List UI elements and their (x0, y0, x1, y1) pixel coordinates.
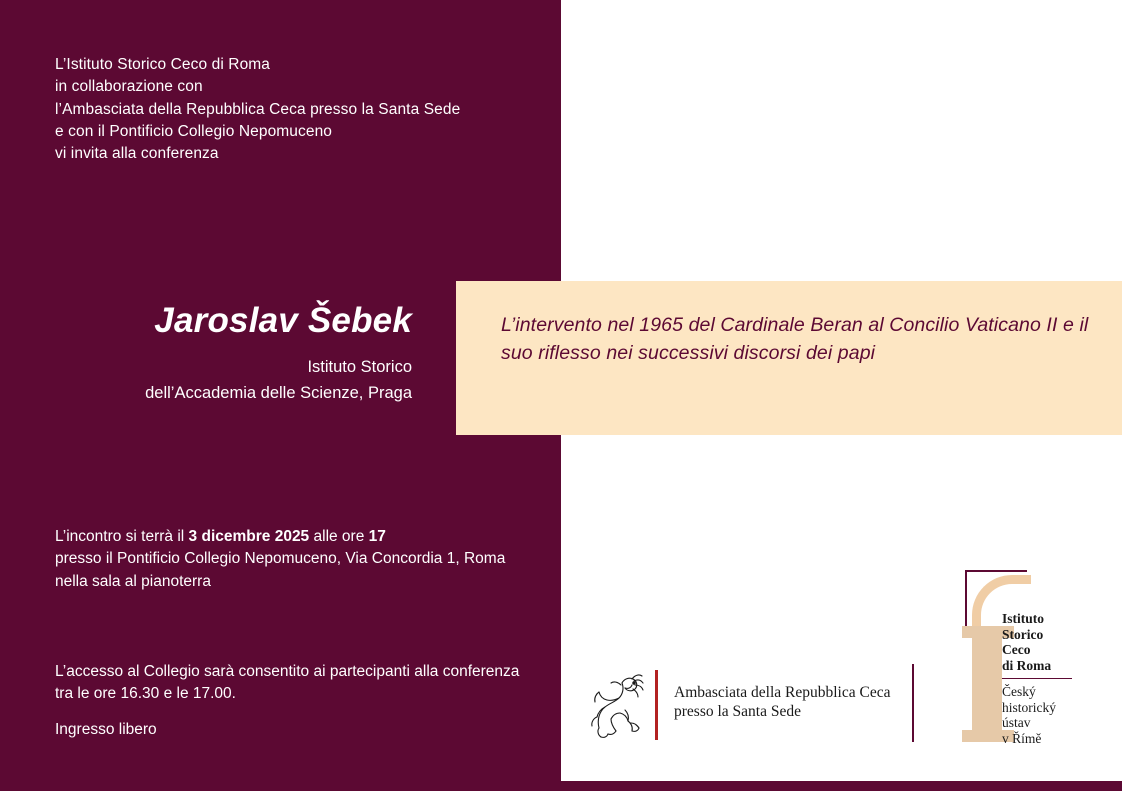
speaker-affiliation-line-1: Istituto Storico (307, 358, 412, 376)
institute-it-line-1: Istituto (1002, 611, 1045, 626)
invitation-line-2: in collaborazione con (55, 78, 203, 96)
speaker-affiliation-line-2: dell’Accademia delle Scienze, Praga (145, 384, 412, 402)
czech-lion-icon (585, 668, 645, 740)
institute-name-italian (1002, 611, 1051, 673)
institute-logo (950, 566, 1120, 746)
free-entry-note: Ingresso libero (55, 721, 157, 738)
invitation-text (55, 54, 535, 165)
institute-name-czech (1002, 684, 1056, 746)
event-venue: presso il Pontificio Collegio Nepomuceno, Via Concordia 1, Roma (55, 550, 506, 568)
invitation-line-4: e con il Pontificio Collegio Nepomuceno (55, 122, 333, 140)
institute-logo-rule (1002, 678, 1072, 679)
event-time-prefix: alle ore (313, 528, 365, 545)
institute-cz-line-1: Český (1002, 684, 1036, 699)
institute-cz-line-2: historický (1002, 699, 1056, 715)
lecture-title: L’intervento nel 1965 del Cardinale Beran al Concilio Vaticano II e il suo riflesso nei successivi discorsi dei papi (501, 314, 1089, 364)
embassy-red-divider (655, 670, 658, 740)
invitation-line-5: vi invita alla conferenza (55, 145, 219, 163)
institute-it-line-3: Ceco (1002, 642, 1031, 657)
access-line-1: L’accesso al Collegio sarà consentito ai partecipanti alla conferenza (55, 663, 520, 680)
event-datetime-line (55, 526, 555, 548)
institute-it-line-4: di Roma (1002, 657, 1052, 673)
speaker-block (0, 300, 412, 406)
event-details (55, 526, 555, 593)
speaker-name: Jaroslav Šebek (154, 301, 412, 340)
column-shaft (972, 638, 1002, 730)
event-intro: L’incontro si terrà il (55, 528, 185, 545)
embassy-line-1: Ambasciata della Repubblica Ceca (674, 684, 891, 701)
bottom-maroon-strip (0, 781, 1122, 791)
speaker-affiliation (0, 354, 412, 406)
event-room: nella sala al pianoterra (55, 572, 211, 590)
invitation-line-1: L’Istituto Storico Ceco di Roma (55, 56, 271, 73)
embassy-line-2: presso la Santa Sede (674, 703, 801, 720)
event-time: 17 (368, 528, 386, 545)
institute-cz-line-4: v Římě (1002, 730, 1042, 746)
institute-cz-line-3: ústav (1002, 715, 1031, 730)
column-left-line (965, 570, 967, 628)
access-info (55, 661, 555, 706)
event-date: 3 dicembre 2025 (188, 528, 310, 545)
embassy-label (674, 683, 914, 721)
institute-it-line-2: Storico (1002, 626, 1044, 642)
logo-divider (912, 664, 914, 742)
invitation-line-3: l’Ambasciata della Repubblica Ceca presso la Santa Sede (55, 100, 461, 118)
column-top-line (965, 570, 1027, 572)
lecture-title-box (456, 281, 1122, 435)
access-line-2: tra le ore 16.30 e le 17.00. (55, 685, 236, 703)
